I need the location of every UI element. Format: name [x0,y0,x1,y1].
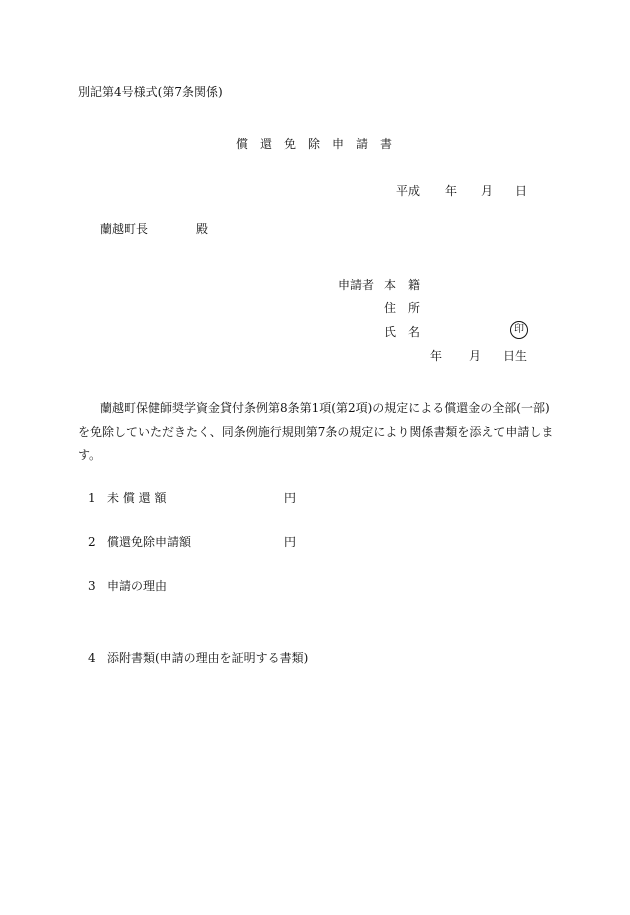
addressee-name: 蘭越町長 [100,222,149,236]
item-label: 添附書類(申請の理由を証明する書類) [107,651,309,665]
item-number: 2 [88,535,96,549]
seal-mark: 印 [510,321,528,339]
item-number: 3 [88,579,96,593]
item-label: 償還免除申請額 [107,535,192,549]
item-number: 1 [88,491,96,505]
item-label: 申請の理由 [107,579,168,593]
honseki-char: 籍 [408,278,421,292]
applicant-label: 申請者 [338,278,375,292]
addressee-honorific: 殿 [196,222,209,236]
form-number: 別記第4号様式(第7条関係) [78,85,223,99]
shimei-char: 氏 [384,325,397,339]
document-title [236,138,404,150]
title-char: 書 [380,137,393,151]
jusho-char: 住 [384,301,397,315]
date-era: 平成 [396,184,421,198]
shimei-char: 名 [408,325,421,339]
date-year: 年 [445,184,458,198]
honseki-char: 本 [384,278,397,292]
application-body: 蘭越町保健師奨学資金貸付条例第8条第1項(第2項)の規定による償還金の全部(一部)を免除していただきたく、同条例施行規則第7条の規定により関係書類を添えて申請します。 [78,401,554,462]
item-label: 未 償 還 額 [107,491,167,505]
date-day: 日 [515,184,528,198]
date-month: 月 [481,184,494,198]
title-char: 除 [308,137,321,151]
shimei-label [384,326,432,338]
title-char: 還 [260,137,273,151]
title-char: 申 [332,137,345,151]
jusho-char: 所 [408,301,421,315]
title-char: 請 [356,137,369,151]
item-number: 4 [88,651,96,665]
title-char: 償 [236,137,249,151]
birth-month: 月 [469,349,482,363]
honseki-label [384,279,432,291]
item-unit: 円 [284,491,297,505]
item-unit: 円 [284,535,297,549]
jusho-label [384,302,432,314]
title-char: 免 [284,137,297,151]
birth-year: 年 [430,349,443,363]
birth-day: 日生 [503,349,528,363]
